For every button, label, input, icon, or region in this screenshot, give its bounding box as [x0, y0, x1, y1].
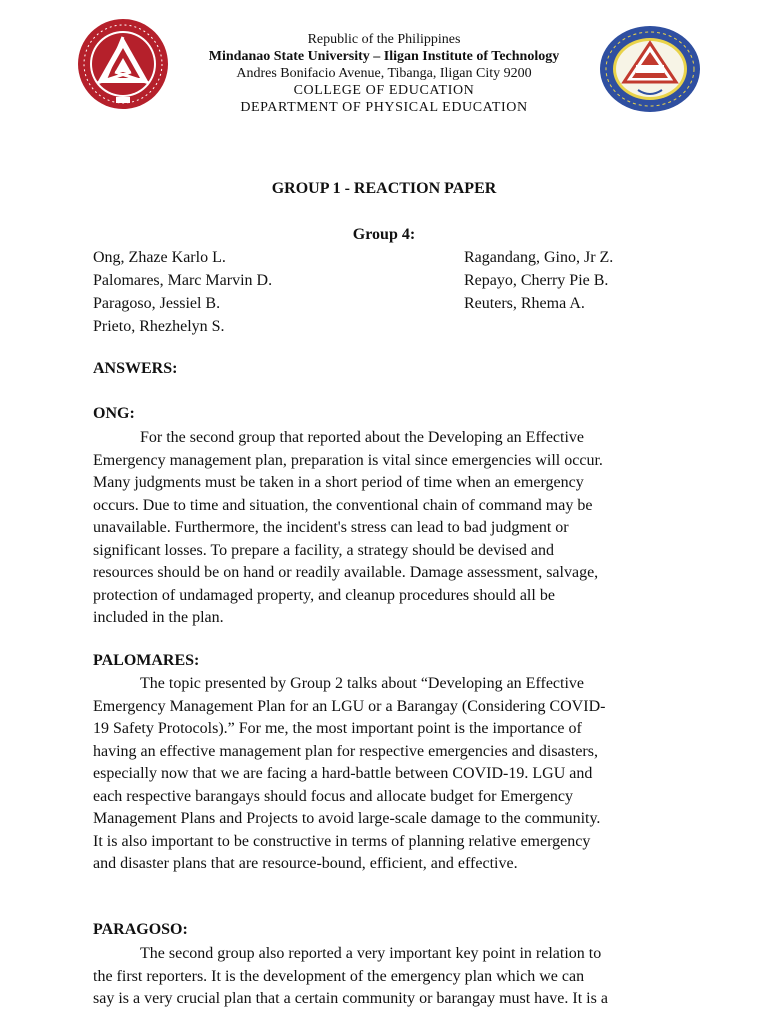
- document-title: GROUP 1 - REACTION PAPER: [271, 180, 497, 197]
- university-name: Mindanao State University – Iligan Institute of Technology: [208, 49, 560, 64]
- body-line: For the second group that reported about the Developing an Effective: [140, 429, 585, 446]
- body-line: 19 Safety Protocols).” For me, the most important point is the importance of: [93, 720, 582, 737]
- body-line: The topic presented by Group 2 talks about “Developing an Effective: [140, 675, 585, 692]
- university-address: Andres Bonifacio Avenue, Tibanga, Iligan City 9200: [236, 66, 532, 81]
- college-name: COLLEGE OF EDUCATION: [293, 83, 475, 98]
- body-line: Many judgments must be taken in a short period of time when an emergency: [93, 474, 584, 491]
- member-name: Palomares, Marc Marvin D.: [93, 272, 273, 289]
- college-of-education-seal-icon: [598, 24, 702, 114]
- section-heading-paragoso: PARAGOSO:: [93, 921, 188, 938]
- answers-heading: ANSWERS:: [93, 360, 178, 377]
- body-line: each respective barangays should focus and allocate budget for Emergency: [93, 787, 573, 805]
- body-line: especially now that we are facing a hard-battle between COVID-19. LGU and: [93, 765, 593, 782]
- body-line: protection of undamaged property, and cleanup procedures should all be: [93, 586, 555, 604]
- section-body-palomares: [93, 673, 605, 876]
- body-line: the first reporters. It is the development of the emergency plan which we can: [93, 967, 585, 985]
- body-line: and disaster plans that are resource-bound, efficient, and effective.: [93, 855, 518, 872]
- body-line: included in the plan.: [93, 609, 224, 626]
- members-right-column: [464, 246, 613, 315]
- body-line: resources should be on hand or readily available. Damage assessment, salvage,: [93, 564, 599, 581]
- member-name: Ong, Zhaze Karlo L.: [93, 249, 226, 266]
- body-line: unavailable. Furthermore, the incident's stress can lead to bad judgment or: [93, 519, 569, 536]
- section-body-ong: [93, 427, 603, 630]
- body-line: Emergency management plan, preparation is vital since emergencies will occur.: [93, 451, 603, 469]
- republic-line: Republic of the Philippines: [307, 32, 461, 47]
- section-body-paragoso: [93, 943, 608, 1011]
- body-line: having an effective management plan for respective emergencies and disasters,: [93, 742, 598, 760]
- member-name: Ragandang, Gino, Jr Z.: [464, 249, 614, 266]
- section-heading-ong: ONG:: [93, 405, 135, 422]
- section-heading-palomares: PALOMARES:: [93, 652, 200, 669]
- letterhead: [170, 31, 598, 116]
- body-line: say is a very crucial plan that a certain community or barangay must have. It is a: [93, 990, 608, 1007]
- body-line: Emergency Management Plan for an LGU or a Barangay (Considering COVID-: [93, 697, 606, 715]
- body-line: The second group also reported a very important key point in relation to: [140, 945, 602, 962]
- member-name: Prieto, Rhezhelyn S.: [93, 318, 225, 335]
- group-label: Group 4:: [352, 226, 416, 243]
- body-line: occurs. Due to time and situation, the conventional chain of command may be: [93, 496, 593, 514]
- member-name: Repayo, Cherry Pie B.: [464, 272, 609, 289]
- body-line: significant losses. To prepare a facility, a strategy should be devised and: [93, 541, 554, 559]
- department-name: DEPARTMENT OF PHYSICAL EDUCATION: [240, 100, 528, 115]
- body-line: Management Plans and Projects to avoid large-scale damage to the community.: [93, 810, 601, 827]
- body-line: It is also important to be constructive in terms of planning relative emergency: [93, 832, 591, 850]
- member-name: Paragoso, Jessiel B.: [93, 295, 221, 312]
- msu-iit-seal-icon: [76, 17, 170, 111]
- members-left-column: [93, 246, 272, 338]
- member-name: Reuters, Rhema A.: [464, 295, 585, 312]
